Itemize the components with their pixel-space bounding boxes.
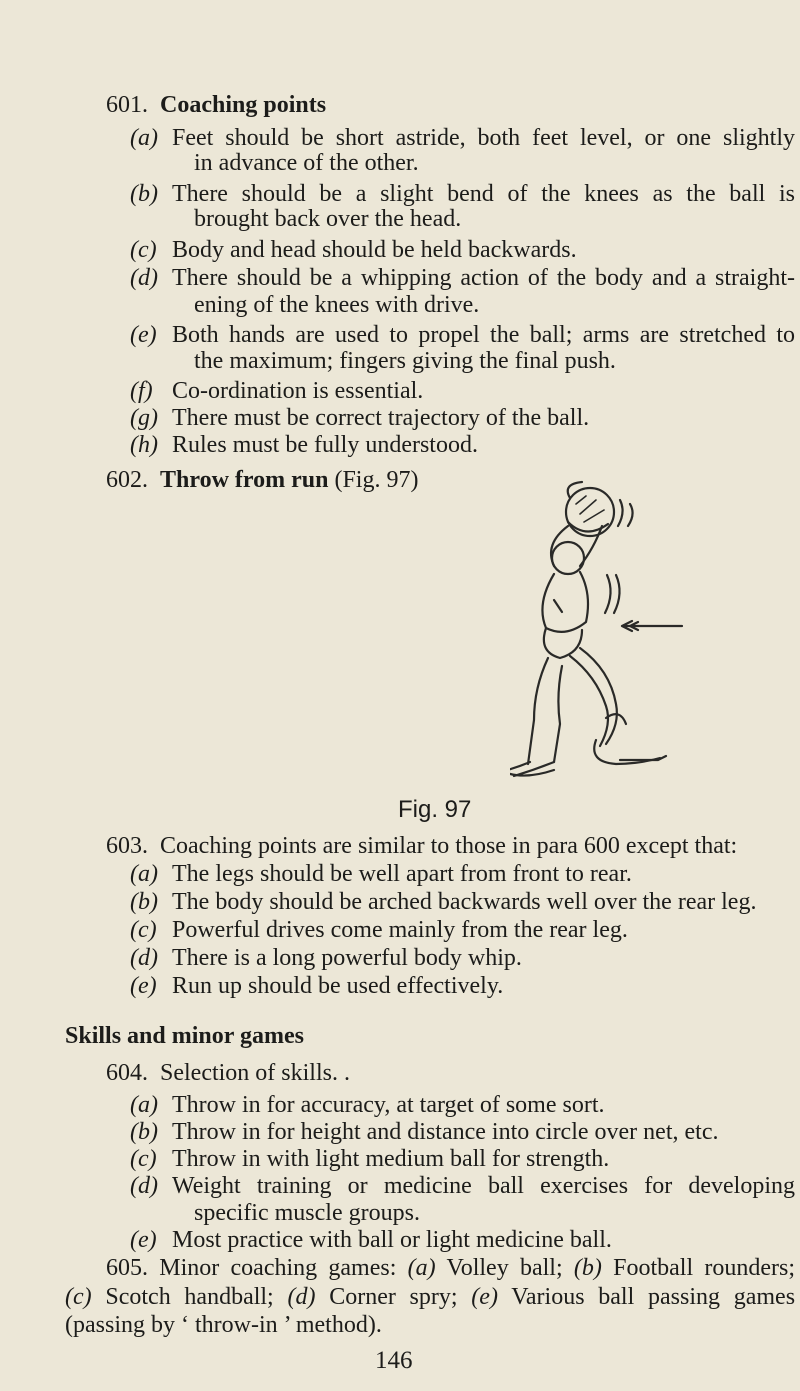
para-603-intro [106,831,737,861]
throw-from-run-figure [510,470,770,790]
item-603-c [130,915,628,945]
item-label: (h) [130,432,158,458]
item-604-d [130,1171,795,1201]
item-text: There must be correct trajectory of the ball. [172,405,590,431]
item-601-g [130,403,589,433]
item-label: (a) [130,1092,158,1118]
figure-caption: Fig. 97 [398,796,472,823]
item-label: (b) [130,889,158,915]
item-text: Throw in for height and distance into circle over net, etc. [172,1119,719,1145]
item-604-e [130,1225,612,1255]
item-text: Rules must be fully understood. [172,432,478,458]
item-text: Both hands are used to propel the ball; arms are stretched to [172,322,795,348]
para-title: Minor coaching games: [159,1255,397,1281]
ball-icon [566,488,614,536]
item-label: (c) [130,237,157,263]
item-601-a-cont: in advance of the other. [194,150,419,176]
section-heading: Skills and minor games [65,1023,304,1049]
item-text: Co-ordination is essential. [172,378,424,404]
para-title: Selection of skills. . [160,1060,350,1086]
para-605-line3: (passing by ‘ throw-in ’ method). [65,1312,382,1338]
para-number: 605. [106,1255,148,1281]
para-number: 602. [106,467,148,493]
item-601-d-cont: ening of the knees with drive. [194,292,480,318]
para-text: Coaching points are similar to those in para 600 except that: [160,833,738,859]
item-601-h [130,430,478,460]
item-text: There is a long powerful body whip. [172,945,522,971]
item-label: (d) [130,945,158,971]
item-label: (d) [130,265,158,291]
item-text: Weight training or medicine ball exercises for developing [172,1173,795,1199]
item-text: Scotch handball; [105,1284,274,1310]
item-601-c [130,235,577,265]
item-label: (e) [130,322,157,348]
item-text: Most practice with ball or light medicine ball. [172,1227,612,1253]
item-label: (d) [287,1284,316,1310]
para-605-line1 [106,1253,795,1283]
item-text: Run up should be used effectively. [172,973,504,999]
para-title: Throw from run [160,467,329,493]
para-604-heading [106,1058,350,1088]
item-label: (c) [130,1146,157,1172]
item-label: (c) [130,917,157,943]
item-text: Throw in with light medium ball for strength. [172,1146,610,1172]
item-text: There should be a slight bend of the knees as the ball is [172,181,795,207]
item-text: The body should be arched backwards well over the rear leg. [172,889,757,915]
item-604-d-cont: specific muscle groups. [194,1200,420,1226]
figure-ref: (Fig. 97) [334,467,419,493]
para-number: 603. [106,833,148,859]
para-601-heading [106,90,326,120]
item-label: (b) [130,181,158,207]
para-number: 601. [106,92,148,118]
item-603-e [130,971,503,1001]
item-604-a [130,1090,605,1120]
item-text: Various ball passing games [511,1284,796,1310]
item-604-b [130,1117,718,1147]
page-number: 146 [375,1347,413,1374]
item-601-e-cont: the maximum; fingers giving the final push. [194,348,616,374]
item-603-b [130,887,756,917]
item-label: (a) [130,861,158,887]
item-label: (e) [130,973,157,999]
para-602-heading [106,465,418,495]
item-601-b-cont: brought back over the head. [194,206,462,232]
item-label: (e) [471,1284,498,1310]
item-label: (c) [65,1284,92,1310]
item-603-a [130,859,632,889]
item-604-c [130,1144,609,1174]
item-text: Football rounders; [613,1255,796,1281]
item-label: (a) [130,125,158,151]
para-number: 604. [106,1060,148,1086]
item-label: (a) [407,1255,436,1281]
item-label: (b) [573,1255,602,1281]
item-label: (b) [130,1119,158,1145]
item-603-d [130,943,522,973]
item-text: Throw in for accuracy, at target of some sort. [172,1092,605,1118]
item-601-f [130,376,423,406]
para-605-line2 [65,1282,795,1312]
item-label: (f) [130,378,153,404]
item-text: The legs should be well apart from front to rear. [172,861,632,887]
item-label: (e) [130,1227,157,1253]
para-title: Coaching points [160,92,327,118]
item-text: Powerful drives come mainly from the rear leg. [172,917,628,943]
item-text: Feet should be short astride, both feet level, or one slightly [172,125,795,151]
item-text: Volley ball; [446,1255,563,1281]
item-label: (g) [130,405,158,431]
item-label: (d) [130,1173,158,1199]
item-601-d [130,263,795,293]
item-text: Body and head should be held backwards. [172,237,577,263]
item-text: Corner spry; [329,1284,458,1310]
item-text: There should be a whipping action of the body and a straight- [172,265,795,291]
